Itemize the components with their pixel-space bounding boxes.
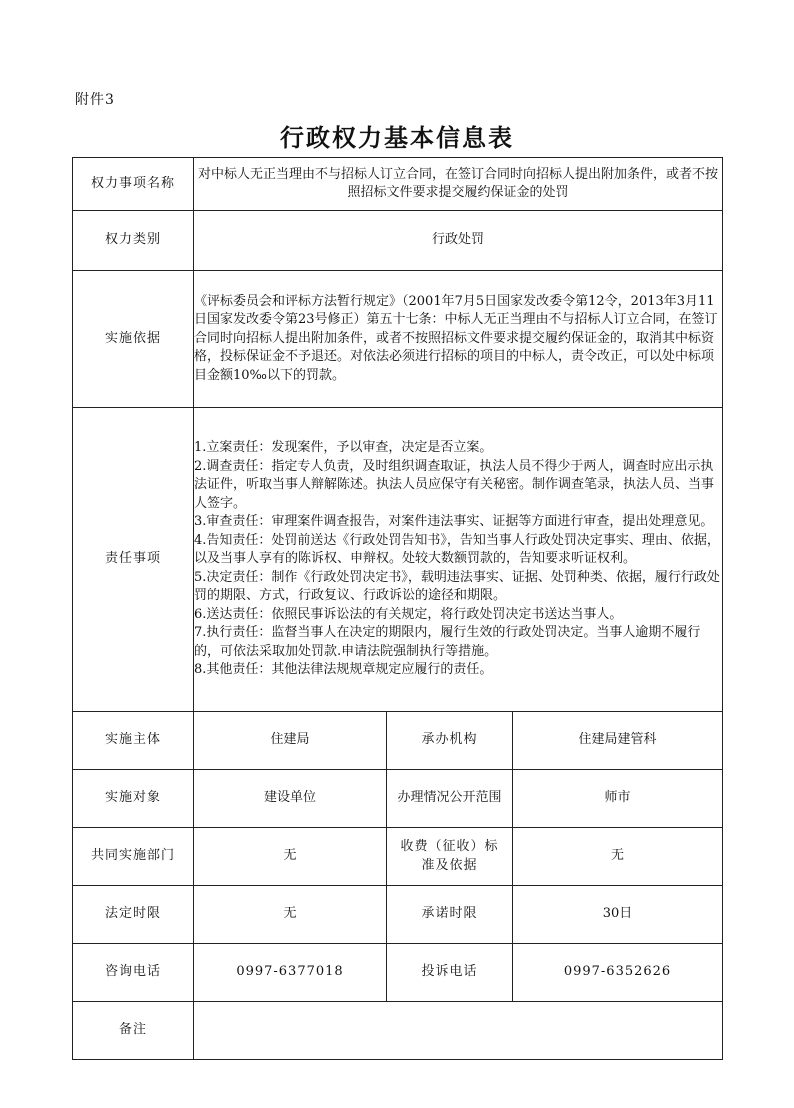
label-disclosure-scope: 办理情况公开范围 [387, 770, 513, 828]
label-complaint-phone: 投诉电话 [387, 944, 513, 1002]
label-subject: 实施主体 [73, 712, 194, 770]
label-co-dept: 共同实施部门 [73, 828, 194, 886]
label-consult-phone: 咨询电话 [73, 944, 194, 1002]
label-fee-standard: 收费（征收）标准及依据 [387, 828, 513, 886]
value-duties [194, 408, 723, 712]
value-promised-time-limit: 30日 [513, 886, 723, 944]
value-basis: 《评标委员会和评标方法暂行规定》（2001年7月5日国家发改委令第12令，2013年3月11日国家发改委令第23号修正）第五十七条：中标人无正当理由不与招标人订立合同，在签订合同时向招标人提出附加条件，或者不按照招标文件要求提交履约保证金的，取消其中标资格，投标保证金不予退还。对依法必须进行招标的项目的中标人，责令改正，可以处中标项目金额10‰以下的罚款。 [194, 271, 723, 408]
value-disclosure-scope: 师市 [513, 770, 723, 828]
value-subject: 住建局 [194, 712, 387, 770]
value-agency: 住建局建管科 [513, 712, 723, 770]
label-basis: 实施依据 [73, 271, 194, 408]
duty-item: 4.告知责任：处罚前送达《行政处罚告知书》，告知当事人行政处罚决定事实、理由、依据，以及当事人享有的陈诉权、申辩权。处较大数额罚款的，告知要求听证权利。 [194, 532, 720, 567]
info-table [72, 157, 723, 1060]
label-promised-time-limit: 承诺时限 [387, 886, 513, 944]
value-co-dept: 无 [194, 828, 387, 886]
value-fee-standard: 无 [513, 828, 723, 886]
page-title: 行政权力基本信息表 [280, 123, 514, 152]
row-time-limit [73, 886, 723, 944]
row-item-name [73, 158, 723, 211]
label-item-name: 权力事项名称 [73, 158, 194, 211]
label-agency: 承办机构 [387, 712, 513, 770]
value-target: 建设单位 [194, 770, 387, 828]
value-item-name: 对中标人无正当理由不与招标人订立合同，在签订合同时向招标人提出附加条件，或者不按照招标文件要求提交履约保证金的处罚 [194, 158, 723, 211]
row-target [73, 770, 723, 828]
duty-item: 7.执行责任：监督当事人在决定的期限内，履行生效的行政处罚决定。当事人逾期不履行的，可依法采取加处罚款.申请法院强制执行等措施。 [194, 625, 701, 659]
row-subject [73, 712, 723, 770]
row-phone [73, 944, 723, 1002]
row-remark [73, 1002, 723, 1060]
value-consult-phone: 0997-6377018 [194, 944, 387, 1002]
label-target: 实施对象 [73, 770, 194, 828]
row-co-dept [73, 828, 723, 886]
row-basis [73, 271, 723, 408]
duty-item: 1.立案责任：发现案件，予以审查，决定是否立案。 [194, 440, 493, 456]
duty-item: 2.调查责任：指定专人负责，及时组织调查取证，执法人员不得少于两人，调查时应出示执法证件，听取当事人辩解陈述。执法人员应保守有关秘密。制作调查笔录，执法人员、当事人签字。 [194, 458, 715, 511]
duty-item: 5.决定责任：制作《行政处罚决定书》，载明违法事实、证据、处罚种类、依据，履行行政处罚的期限、方式，行政复议、行政诉讼的途径和期限。 [194, 569, 720, 604]
value-remark [194, 1002, 723, 1060]
label-category: 权力类别 [73, 211, 194, 271]
duty-item: 3.审查责任：审理案件调查报告，对案件违法事实、证据等方面进行审查，提出处理意见。 [194, 514, 714, 530]
value-legal-time-limit: 无 [194, 886, 387, 944]
label-remark: 备注 [73, 1002, 194, 1060]
label-duties: 责任事项 [73, 408, 194, 712]
value-category: 行政处罚 [194, 211, 723, 271]
row-category [73, 211, 723, 271]
value-complaint-phone: 0997-6352626 [513, 944, 723, 1002]
row-duties [73, 408, 723, 712]
label-legal-time-limit: 法定时限 [73, 886, 194, 944]
duty-item: 6.送达责任：依照民事诉讼法的有关规定，将行政处罚决定书送达当事人。 [194, 606, 623, 622]
duty-item: 8.其他责任：其他法律法规规章规定应履行的责任。 [194, 662, 493, 678]
attachment-label: 附件3 [75, 92, 115, 108]
